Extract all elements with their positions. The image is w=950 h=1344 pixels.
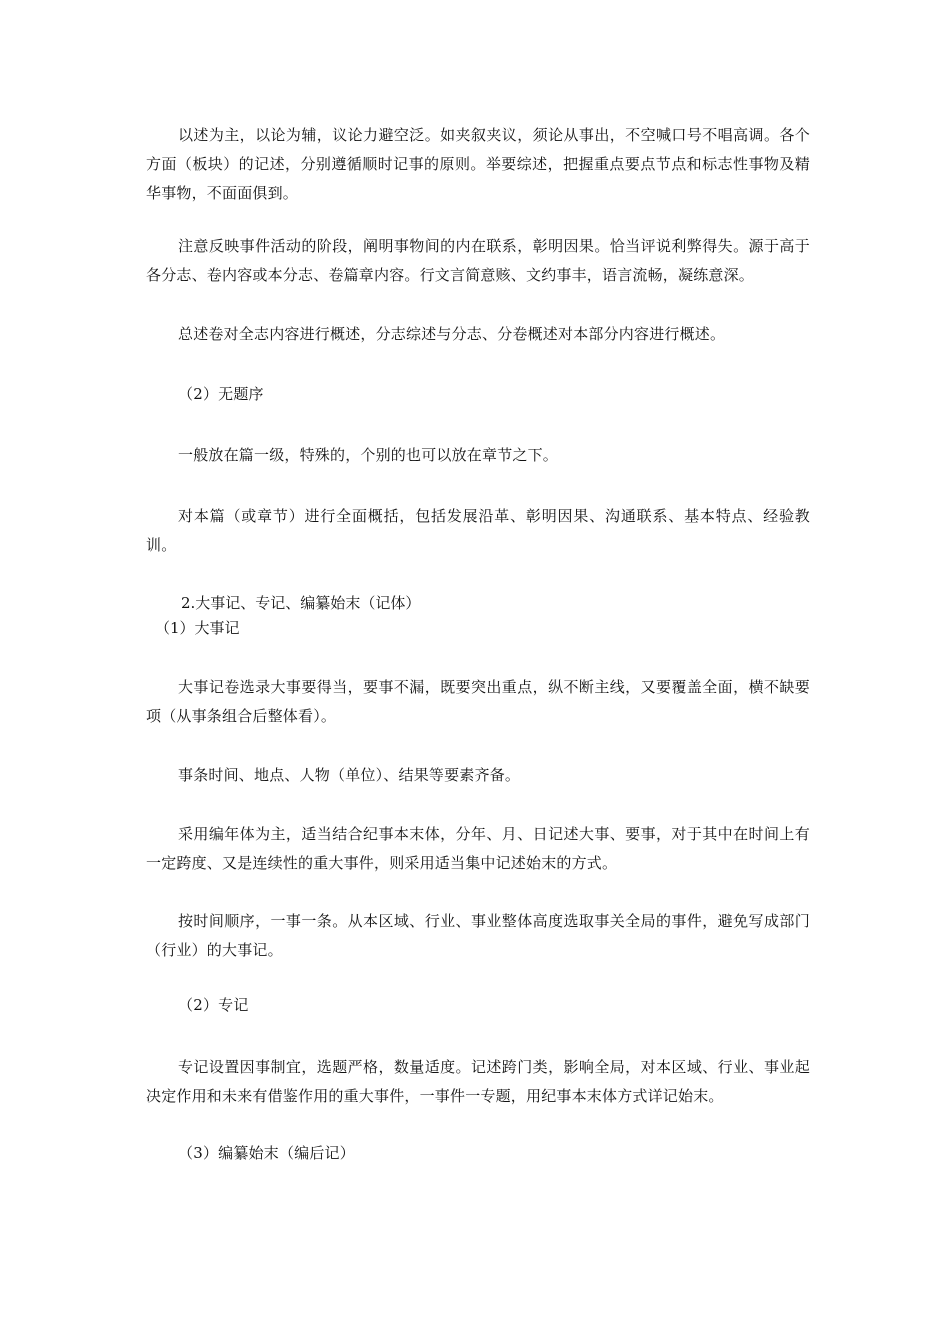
subheading-compilation-history: （3）编纂始末（编后记）: [178, 1144, 355, 1162]
paragraph-narration-principle: 以述为主，以论为辅，议论力避空泛。如夹叙夹议，须论从事出，不空喊口号不唱高调。各个方面（板块）的记述，分别遵循顺时记事的原则。举要综述，把握重点要点节点和标志性事物及精华事物，不面面俱到。: [146, 126, 810, 202]
subheading-special-records: （2）专记: [178, 996, 249, 1014]
paragraph-event-elements: 事条时间、地点、人物（单位）、结果等要素齐备。: [178, 766, 521, 784]
subheading-major-events: （1）大事记: [155, 619, 240, 637]
paragraph-overview-scope: 总述卷对全志内容进行概述，分志综述与分志、分卷概述对本部分内容进行概述。: [178, 325, 726, 343]
paragraph-chronological-style: 采用编年体为主，适当结合纪事本末体，分年、月、日记述大事、要事，对于其中在时间上有一定跨度、又是连续性的重大事件，则采用适当集中记述始末的方式。: [146, 825, 810, 872]
paragraph-placement: 一般放在篇一级，特殊的，个别的也可以放在章节之下。: [178, 446, 559, 464]
section-heading-chronicle: 2.大事记、专记、编纂始末（记体）: [181, 594, 421, 612]
heading-untitled-preface: （2）无题序: [178, 385, 264, 403]
paragraph-summary-content: 对本篇（或章节）进行全面概括，包括发展沿革、彰明因果、沟通联系、基本特点、经验教训。: [146, 507, 810, 554]
paragraph-time-order: 按时间顺序，一事一条。从本区域、行业、事业整体高度选取事关全局的事件，避免写成部门（行业）的大事记。: [146, 912, 810, 959]
paragraph-major-events-selection: 大事记卷选录大事要得当，要事不漏，既要突出重点，纵不断主线，又要覆盖全面，横不缺要项（从事条组合后整体看）。: [146, 678, 810, 725]
paragraph-event-stages: 注意反映事件活动的阶段，阐明事物间的内在联系，彰明因果。恰当评说利弊得失。源于高于各分志、卷内容或本分志、卷篇章内容。行文言简意赅、文约事丰，语言流畅，凝练意深。: [146, 237, 810, 284]
paragraph-special-records: 专记设置因事制宜，选题严格，数量适度。记述跨门类，影响全局，对本区域、行业、事业起决定作用和未来有借鉴作用的重大事件，一事件一专题，用纪事本末体方式详记始末。: [146, 1058, 810, 1105]
